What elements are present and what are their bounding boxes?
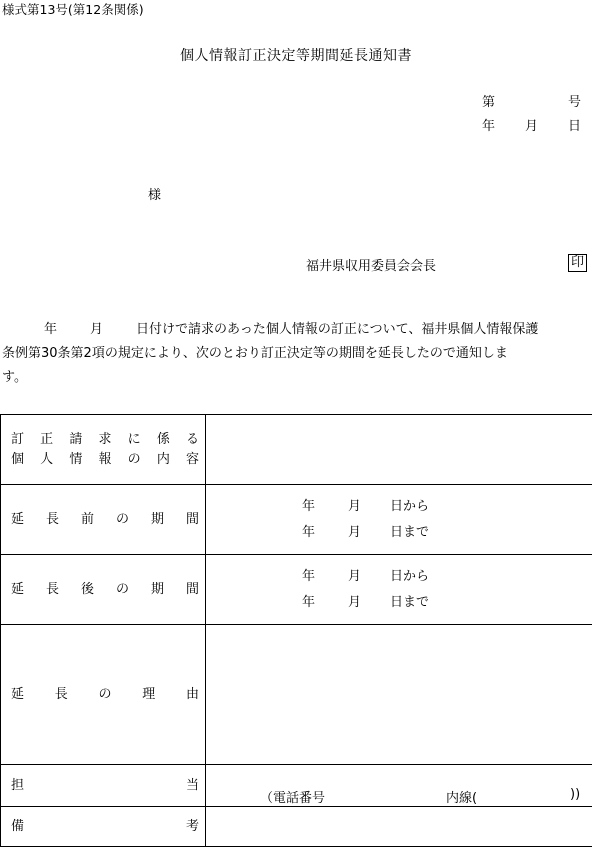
value-remarks: [206, 807, 592, 847]
extension-label: 内線(: [446, 791, 478, 806]
label-remarks: [1, 807, 206, 847]
seal-mark: 印: [568, 254, 587, 272]
table-row: [1, 415, 592, 485]
date-month: 月: [348, 524, 362, 540]
table-row: [1, 555, 592, 625]
form-number: 様式第13号(第12条関係): [2, 2, 144, 17]
value-content: [206, 415, 592, 485]
date-day: 日まで: [390, 524, 430, 540]
label-content: [1, 415, 206, 485]
table-row: [1, 485, 592, 555]
body-line2: 条例第30条第2項の規定により、次のとおり訂正決定等の期間を延長したので通知しま: [2, 346, 508, 361]
label-contact: [1, 765, 206, 807]
body-line1-text: 日付けで請求のあった個人情報の訂正について、福井県個人情報保護: [136, 322, 539, 337]
phone-label: （電話番号: [260, 791, 326, 806]
label-line: 個人情報の内容: [11, 451, 199, 467]
date-year: 年: [302, 594, 316, 610]
extension-close: )): [570, 787, 581, 802]
date-year: 年: [302, 524, 316, 540]
label-reason: [1, 625, 206, 765]
value-before-period: [206, 485, 592, 555]
label-line: 訂正請求に係る: [11, 431, 199, 447]
table-row: [1, 765, 592, 807]
doc-number-suffix: 号: [568, 95, 582, 110]
notice-table: [0, 414, 592, 847]
label-line: 延長後の期間: [11, 581, 199, 597]
date-month: 月: [348, 498, 362, 514]
doc-number-prefix: 第: [482, 95, 496, 110]
label-line: 延長の理由: [11, 686, 199, 702]
date-day: 日から: [390, 498, 430, 514]
date-year: 年: [302, 498, 316, 514]
date-month: 月: [348, 568, 362, 584]
value-reason: [206, 625, 592, 765]
date-month: 月: [525, 119, 539, 134]
value-contact: [206, 765, 592, 807]
table-row: [1, 807, 592, 847]
document-title: 個人情報訂正決定等期間延長通知書: [180, 48, 412, 64]
body-year: 年: [44, 322, 58, 337]
date-day: 日から: [390, 568, 430, 584]
issuer-name: 福井県収用委員会会長: [306, 259, 437, 274]
date-to: [206, 520, 592, 546]
date-day: 日まで: [390, 594, 430, 610]
date-from: [206, 564, 592, 590]
body-line3: す。: [2, 370, 27, 385]
addressee-suffix: 様: [148, 188, 162, 203]
value-after-period: [206, 555, 592, 625]
label-line: 延長前の期間: [11, 511, 199, 527]
date-to: [206, 590, 592, 616]
date-from: [206, 494, 592, 520]
date-month: 月: [348, 594, 362, 610]
table-row: [1, 625, 592, 765]
label-line: 備考: [11, 818, 199, 834]
date-year: 年: [302, 568, 316, 584]
date-day: 日: [568, 119, 582, 134]
notice-body: [0, 318, 592, 390]
label-line: 担当: [11, 777, 199, 793]
label-before-period: [1, 485, 206, 555]
date-year: 年: [482, 119, 496, 134]
label-after-period: [1, 555, 206, 625]
body-month: 月: [90, 322, 104, 337]
